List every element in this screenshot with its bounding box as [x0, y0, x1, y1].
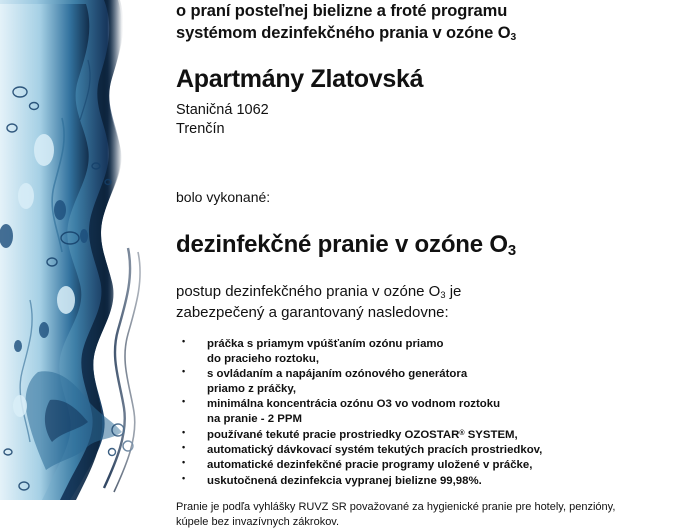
ozone-subscript: 3: [510, 31, 517, 43]
list-item: [176, 458, 700, 473]
footnote-line-1: Pranie je podľa vyhlášky RUVZ SR považované za hygienické pranie pre hotely, penzióny,: [176, 500, 616, 513]
ozone-subscript: 3: [440, 289, 446, 300]
organization-street: Staničná 1062: [176, 101, 269, 118]
lead-line-2: systémom dezinfekčného prania v ozóne $O_3$: [176, 23, 517, 43]
footnote-line-2: kúpele bez invazívnych zákrokov.: [176, 516, 340, 529]
registered-trademark-icon: ®: [459, 429, 465, 437]
list-item: [176, 337, 700, 367]
procedure-line-2: zabezpečený a garantovaný nasledovne:: [176, 304, 449, 322]
bullet-line-1: minimálna koncentrácia ozónu O3 vo vodnom roztoku: [207, 398, 501, 411]
organization-name: Apartmány Zlatovská: [176, 64, 424, 93]
bullet-line-2: do pracieho roztoku,: [207, 352, 320, 365]
bullet-line-1: s ovládaním a napájaním ozónového generátora: [207, 368, 468, 381]
bullet-line-1: práčka s priamym vpúšťaním ozónu priamo: [207, 338, 444, 351]
lead-line-1: o praní posteľnej bielizne a froté programu: [176, 2, 508, 20]
service-title: dezinfekčné pranie v ozóne $O_3$: [176, 231, 516, 259]
list-item: [176, 474, 700, 489]
water-splash-image: [0, 0, 165, 500]
list-item: [176, 397, 700, 427]
bullet-line-2: na pranie - 2 PPM: [207, 413, 302, 426]
footnote: [176, 489, 700, 530]
bullet-line-1-prefix: používané tekuté pracie prostriedky OZOSTAR: [207, 428, 460, 441]
specification-list: [176, 323, 700, 488]
ozone-subscript: 3: [507, 242, 516, 259]
list-item: [176, 443, 700, 458]
bullet-line-1: automatické dezinfekčné pracie programy uložené v práčke,: [207, 459, 533, 472]
certificate-text-column: [176, 0, 700, 529]
performed-label: bolo vykonané:: [176, 189, 271, 206]
list-item: [176, 428, 700, 443]
procedure-paragraph: postup dezinfekčného prania v ozóne $O_3$ je zabezpečený a garantovaný nasledovne:: [176, 259, 700, 323]
organization-city: Trenčín: [176, 121, 225, 137]
bullet-line-2: priamo z práčky,: [207, 383, 297, 396]
bullet-line-1: automatický dávkovací systém tekutých pracích prostriedkov,: [207, 443, 543, 456]
list-item: [176, 367, 700, 397]
lead-paragraph: [176, 0, 700, 45]
bullet-line-1: uskutočnená dezinfekcia vypranej bielizne 99,98%.: [207, 474, 482, 487]
bullet-line-1-suffix: SYSTEM,: [464, 428, 518, 441]
